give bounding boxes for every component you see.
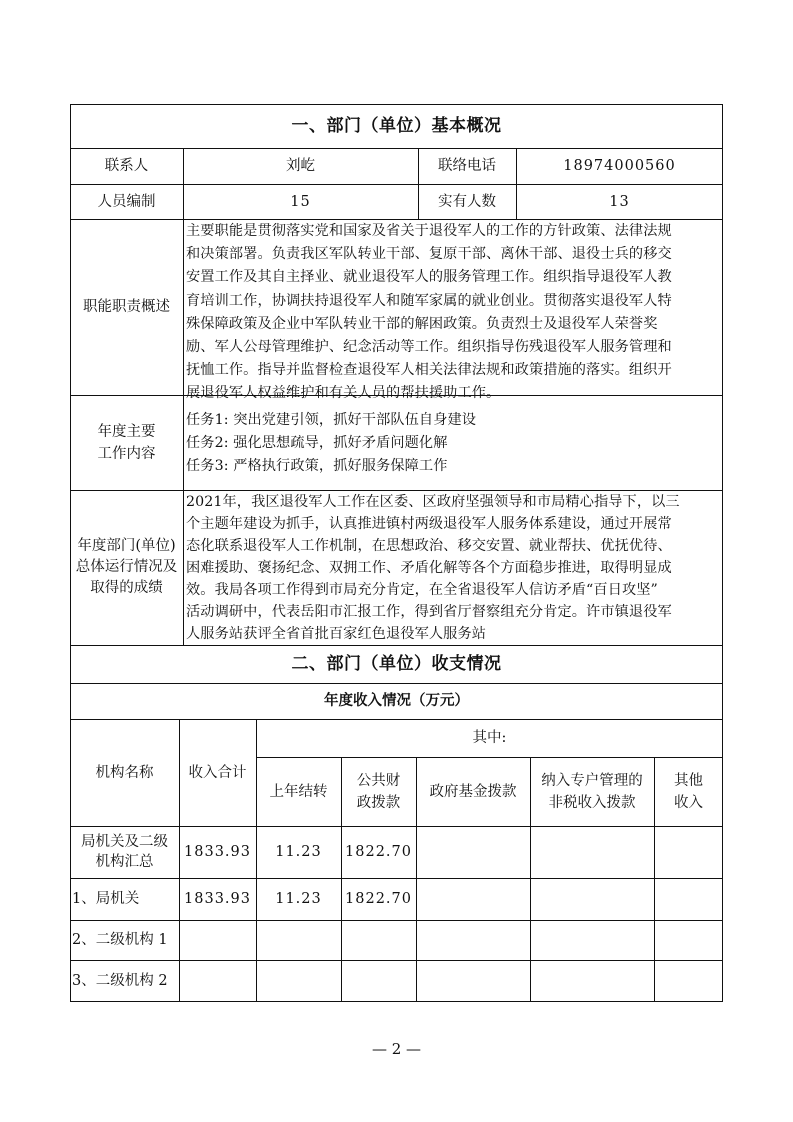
staff-label: 人员编制 [97,193,156,210]
page-number: — 2 — [371,1040,422,1058]
header-fiscal-line: 公共财 [356,772,401,789]
header-other [654,757,723,826]
contact-value: 刘屹 [286,158,315,174]
row-total: 1833.93 [184,844,251,860]
row-gov-fund [416,920,530,960]
header-nontax [530,757,654,826]
duties-line: 安置工作及其自主择业、就业退役军人的服务管理工作。组织指导退役军人教 [186,269,672,286]
results-label [70,490,183,645]
row-gov-fund [416,878,530,920]
results-line: 效。我局各项工作得到市局充分肯定，在全省退役军人信访矛盾“百日攻坚” [186,582,658,598]
row-name-line: 机构汇总 [95,854,154,870]
header-nontax-line: 纳入专户管理的 [541,772,643,789]
task-item: 任务1: 突出党建引领，抓好干部队伍自身建设 [186,412,477,428]
tasks-list [186,409,476,479]
header-of-which: 其中: [472,730,507,746]
duties-line: 和决策部署。负责我区军队转业干部、复原干部、离休干部、退役士兵的移交 [186,246,672,263]
row-gov-fund [416,960,530,1002]
actual-staff-value: 13 [609,193,630,210]
row-name: 2、二级机构 1 [72,932,168,948]
row-other [654,920,723,960]
row-other [654,826,723,878]
task-item: 任务3: 严格执行政策，抓好服务保障工作 [186,458,448,475]
income-subtitle: 年度收入情况（万元） [324,693,469,709]
section2-title: 二、部门（单位）收支情况 [291,654,502,674]
results-line: 态化联系退役军人工作机制，在思想政治、移交安置、就业帮扶、优抚优待、 [186,538,672,554]
results-line: 2021年，我区退役军人工作在区委、区政府坚强领导和市局精心指导下，以三 [186,494,680,510]
duties-line: 主要职能是贯彻落实党和国家及省关于退役军人的工作的方针政策、法律法规 [186,223,672,239]
tasks-label [70,395,183,490]
row-total: 1833.93 [184,891,251,907]
row-fiscal [341,920,416,960]
rule [183,148,184,645]
header-income-total: 收入合计 [188,764,247,781]
row-total [179,920,256,960]
row-gov-fund [416,826,530,878]
phone-label: 联络电话 [438,158,496,174]
header-gov-fund: 政府基金拨款 [429,783,517,800]
header-carryover: 上年结转 [269,783,328,800]
header-fiscal [341,757,416,826]
results-line: 人服务站获评全省首批百家红色退役军人服务站 [186,626,487,642]
actual-staff-label: 实有人数 [438,193,496,210]
row-name [70,826,179,878]
row-name: 1、局机关 [72,891,140,907]
duties-line: 育培训工作，协调扶持退役军人和随军家属的就业创业。贯彻落实退役军人特 [186,292,672,309]
contact-label: 联系人 [104,158,149,174]
header-nontax-line: 非税收入拨款 [548,794,636,811]
header-other-line: 收入 [674,794,703,811]
tasks-label-line: 年度主要 [97,423,156,440]
row-carryover [256,920,341,960]
duties-line: 抚恤工作。指导并监督检查退役军人相关法律法规和政策措施的落实。组织开 [186,362,672,379]
row-other [654,878,723,920]
phone-value: 18974000560 [563,158,676,174]
header-fiscal-line: 政拨款 [356,794,401,811]
header-other-line: 其他 [674,772,703,789]
row-nontax [530,960,654,1002]
results-text [186,491,680,645]
row-nontax [530,878,654,920]
duties-line: 展退役军人权益维护和有关人员的帮扶援助工作。 [186,385,501,402]
row-name: 3、二级机构 2 [72,973,168,989]
row-fiscal: 1822.70 [345,891,412,907]
row-total [179,960,256,1002]
row-carryover: 11.23 [275,891,322,907]
row-carryover [256,960,341,1002]
results-label-line: 取得的成绩 [90,580,163,596]
row-name-line: 局机关及二级 [81,834,168,850]
results-line: 困难援助、褒扬纪念、双拥工作、矛盾化解等各个方面稳步推进，取得明显成 [186,560,672,576]
duties-label: 职能职责概述 [83,299,170,315]
duties-line: 殊保障政策及企业中军队转业干部的解困政策。负责烈士及退役军人荣誉奖 [186,315,658,332]
results-line: 个主题年建设为抓手，认真推进镇村两级退役军人服务体系建设，通过开展常 [186,516,672,532]
duties-text [186,220,672,406]
staff-value: 15 [290,193,311,210]
section1-title: 一、部门（单位）基本概况 [291,116,502,136]
duties-line: 励、军人公母管理维护、纪念活动等工作。组织指导伤残退役军人服务管理和 [186,339,672,356]
results-line: 活动调研中，代表岳阳市汇报工作，得到省厅督察组充分肯定。许市镇退役军 [186,604,672,620]
row-other [654,960,723,1002]
row-fiscal [341,960,416,1002]
header-org-name: 机构名称 [95,764,154,781]
task-item: 任务2: 强化思想疏导，抓好矛盾问题化解 [186,435,448,452]
results-label-line: 总体运行情况及 [75,559,178,575]
results-label-line: 年度部门(单位) [77,538,176,554]
row-fiscal: 1822.70 [345,844,412,860]
row-carryover: 11.23 [275,844,322,860]
row-nontax [530,920,654,960]
row-nontax [530,826,654,878]
tasks-label-line: 工作内容 [97,445,156,462]
